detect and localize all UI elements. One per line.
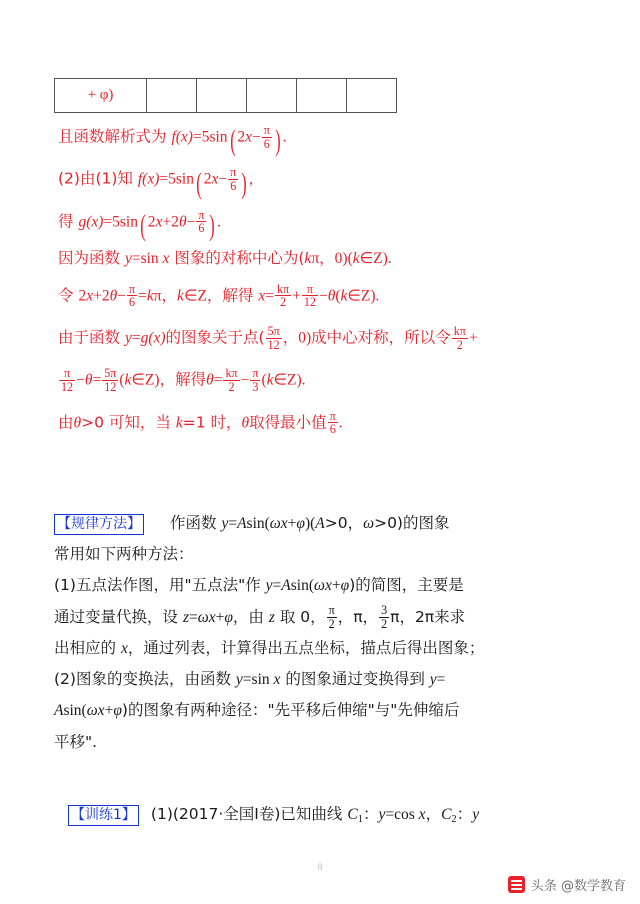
method-item-1a: (1)五点法作图，用"五点法"作 y=Asin(ωx+φ)的简图，主要是: [54, 576, 464, 595]
table-cell-3: [247, 79, 297, 113]
fraction: $\frac{\pi}{6}$: [230, 165, 237, 194]
table-cell-4: [297, 79, 347, 113]
method-item-1c: 出相应的 x，通过列表，计算得出五点坐标，描点后得出图象；: [54, 638, 485, 657]
solution-line-8: 由θ>0 可知，当 k=1 时，θ取得最小值 $\frac{\pi}{6}$ .: [58, 408, 343, 437]
table-row: [55, 79, 397, 113]
table-cell-5: [347, 79, 397, 113]
method-item-2a: (2)图象的变换法，由函数 y=sin x 的图象通过变换得到 y=: [54, 670, 446, 689]
fraction: $\frac{5\pi}{12}$: [267, 324, 280, 352]
fraction: $\frac{5\pi}{12}$: [104, 366, 117, 395]
watermark-text: 头条 @数学教育: [530, 879, 626, 894]
fraction: $\frac{k\pi}{2}$: [225, 366, 238, 395]
method-block: [54, 508, 612, 758]
solution-line-1: 且函数解析式为 f(x)=5sin( 2x− $\frac{\pi}{6}$ ) .: [58, 123, 287, 158]
solution-block: [58, 124, 618, 452]
table-cell-1: [147, 79, 197, 113]
fraction: $\frac{k\pi}{2}$: [453, 324, 466, 352]
toutiao-logo-icon: [508, 876, 525, 893]
fraction: $\frac{\pi}{12}$: [303, 281, 316, 310]
solution-line-3: 得 g(x)=5sin( 2x+2θ− $\frac{\pi}{6}$ ) .: [58, 207, 222, 242]
solution-line-7: $\frac{\pi}{12}$ −θ= $\frac{5\pi}{12}$ (k∈Z)，解得θ= $\frac{k\pi}{2}$ − $\frac{\pi}{3}$ (k∈Z).: [61, 366, 306, 395]
method-heading-line: 【规律方法】 作函数 y=Asin(ωx+φ)(A>0，ω>0)的图象: [54, 508, 612, 539]
solution-line-4: 因为函数 y=sin x 图象的对称中心为(kπ，0)(k∈Z).: [58, 249, 392, 268]
method-item-1b: 通过变量代换，设 z=ωx+φ，由 z 取 0， $\frac{\pi}{2}$ ，π， $\frac{3}{2}$ π，2π来求: [54, 603, 466, 631]
table-grid: [54, 78, 397, 113]
training-tag: 【训练1】: [68, 805, 139, 826]
fraction: $\frac{k\pi}{2}$: [277, 281, 290, 310]
answer-table: [54, 78, 397, 113]
method-heading-line-2: 常用如下两种方法：: [54, 545, 194, 564]
fraction: $\frac{\pi}{2}$: [328, 603, 335, 631]
table-cell-phi: + φ): [55, 79, 147, 113]
method-item-2c: 平移".: [54, 732, 98, 751]
fraction: $\frac{3}{2}$: [381, 603, 388, 631]
solution-line-5: 令 2x+2θ− $\frac{\pi}{6}$ =kπ，k∈Z，解得 x= $\frac{k\pi}{2}$ + $\frac{\pi}{12}$ −θ(k∈Z).: [58, 281, 380, 310]
solution-line-6: 由于函数 y=g(x)的图象关于点( $\frac{5\pi}{12}$ ，0)成中心对称，所以令 $\frac{k\pi}{2}$ +: [58, 324, 478, 352]
page-number: 8: [317, 862, 323, 872]
fraction: $\frac{\pi}{6}$: [263, 123, 270, 151]
method-tag: 【规律方法】: [54, 514, 144, 535]
fraction: $\frac{\pi}{6}$: [329, 408, 336, 437]
method-item-2b: Asin(ωx+φ)的图象有两种途径："先平移后伸缩"与"先伸缩后: [54, 701, 460, 720]
fraction: $\frac{\pi}{6}$: [128, 281, 136, 310]
table-cell-2: [197, 79, 247, 113]
fraction: $\frac{\pi}{6}$: [198, 207, 205, 236]
training-line: 【训练1】 (1)(2017·全国Ⅰ卷)已知曲线 $C_1$：y=cos x，$C_2$：y: [68, 800, 616, 830]
fraction: $\frac{\pi}{12}$: [61, 366, 74, 395]
training-block: [68, 800, 616, 830]
fraction: $\frac{\pi}{3}$: [252, 366, 259, 395]
watermark: [508, 875, 626, 894]
solution-line-2: (2)由(1)知 f(x)=5sin( 2x− $\frac{\pi}{6}$ ) ,: [58, 165, 253, 200]
